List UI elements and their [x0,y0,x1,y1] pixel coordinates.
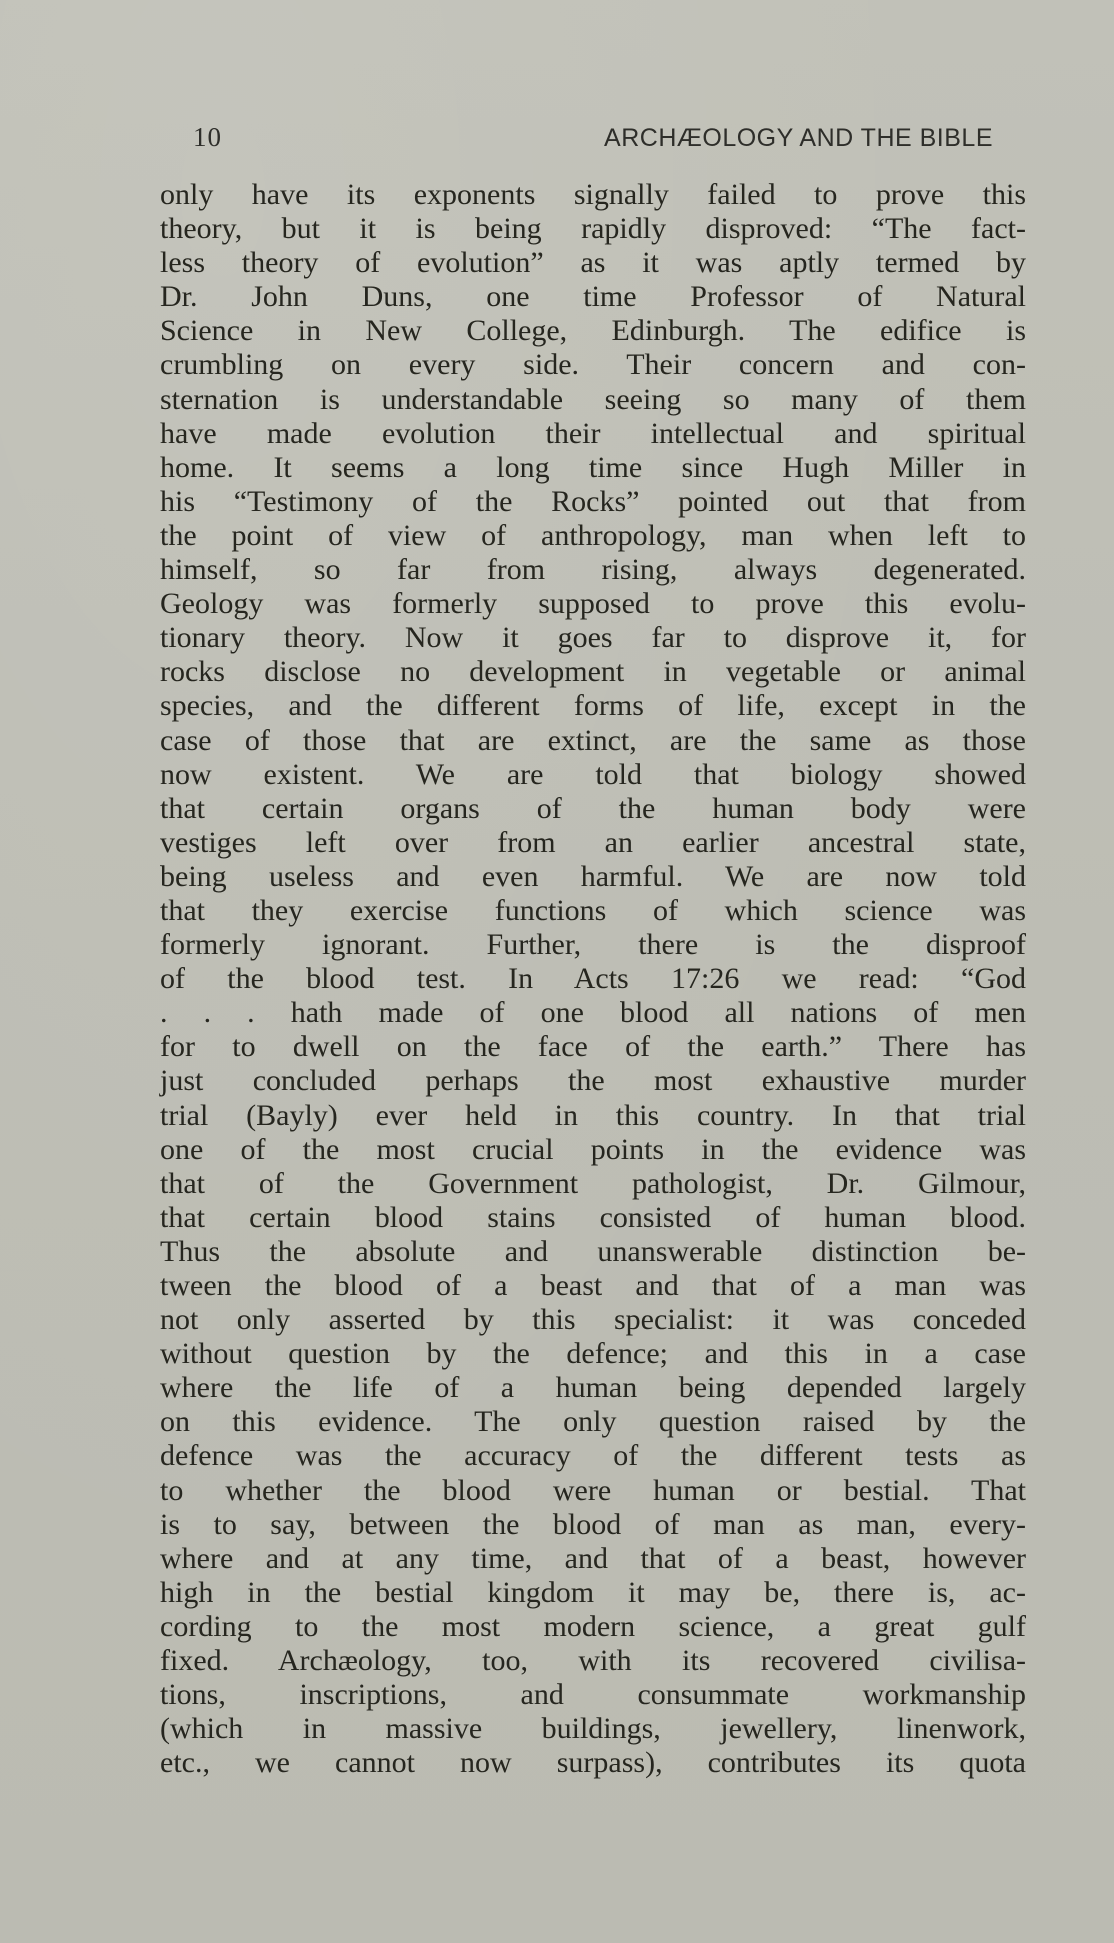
text-line: that they exercise functions of which science was [160,893,1026,927]
running-title: ARCHÆOLOGY AND THE BIBLE [604,124,993,152]
text-line: vestiges left over from an earlier ancestral state, [160,825,1026,859]
text-line: tionary theory. Now it goes far to disprove it, for [160,621,1026,655]
body-text [160,178,1026,1780]
text-line: Geology was formerly supposed to prove this evolu- [160,587,1026,621]
text-line: being useless and even harmful. We are now told [160,859,1026,893]
text-line: fixed. Archæology, too, with its recovered civilisa- [160,1644,1026,1678]
text-line: Thus the absolute and unanswerable distinction be- [160,1234,1026,1268]
text-line: where and at any time, and that of a beast, however [160,1541,1026,1575]
text-line: that certain organs of the human body were [160,791,1026,825]
text-line: etc., we cannot now surpass), contributes its quota [160,1746,1026,1780]
text-line: rocks disclose no development in vegetable or animal [160,655,1026,689]
text-line: that certain blood stains consisted of human blood. [160,1200,1026,1234]
text-line: without question by the defence; and this in a case [160,1337,1026,1371]
page-number: 10 [193,122,222,152]
text-line: is to say, between the blood of man as man, every- [160,1507,1026,1541]
text-line: for to dwell on the face of the earth.” There has [160,1030,1026,1064]
text-line: species, and the different forms of life, except in the [160,689,1026,723]
text-line: case of those that are extinct, are the same as those [160,723,1026,757]
text-line: defence was the accuracy of the different tests as [160,1439,1026,1473]
text-line: to whether the blood were human or bestial. That [160,1473,1026,1507]
text-line: have made evolution their intellectual and spiritual [160,416,1026,450]
text-line: that of the Government pathologist, Dr. Gilmour, [160,1166,1026,1200]
text-line: cording to the most modern science, a great gulf [160,1609,1026,1643]
text-line: only have its exponents signally failed to prove this [160,178,1026,211]
text-line: where the life of a human being depended largely [160,1371,1026,1405]
text-line: one of the most crucial points in the evidence was [160,1132,1026,1166]
text-line: . . . hath made of one blood all nations of men [160,996,1026,1030]
text-line: high in the bestial kingdom it may be, there is, ac- [160,1575,1026,1609]
text-line: tions, inscriptions, and consummate workmanship [160,1678,1026,1712]
text-line: home. It seems a long time since Hugh Miller in [160,450,1026,484]
text-line: theory, but it is being rapidly disproved: “The fact- [160,212,1026,246]
text-line: Dr. John Duns, one time Professor of Natural [160,280,1026,314]
text-line: not only asserted by this specialist: it was conceded [160,1303,1026,1337]
text-line: crumbling on every side. Their concern and con- [160,348,1026,382]
text-line: just concluded perhaps the most exhaustive murder [160,1064,1026,1098]
text-line: on this evidence. The only question raised by the [160,1405,1026,1439]
text-line: tween the blood of a beast and that of a man was [160,1269,1026,1302]
text-line: sternation is understandable seeing so many of them [160,382,1026,416]
text-line: the point of view of anthropology, man when left to [160,518,1026,552]
text-line: less theory of evolution” as it was aptly termed by [160,246,1026,280]
text-line: himself, so far from rising, always degenerated. [160,553,1026,587]
text-line: formerly ignorant. Further, there is the disproof [160,928,1026,962]
text-line: of the blood test. In Acts 17:26 we read: “God [160,962,1026,996]
text-line: his “Testimony of the Rocks” pointed out that from [160,484,1026,518]
text-line: trial (Bayly) ever held in this country. In that trial [160,1098,1026,1132]
text-line: (which in massive buildings, jewellery, linenwork, [160,1712,1026,1746]
text-line: now existent. We are told that biology showed [160,757,1026,791]
text-line: Science in New College, Edinburgh. The edifice is [160,314,1026,348]
running-header [193,122,993,162]
